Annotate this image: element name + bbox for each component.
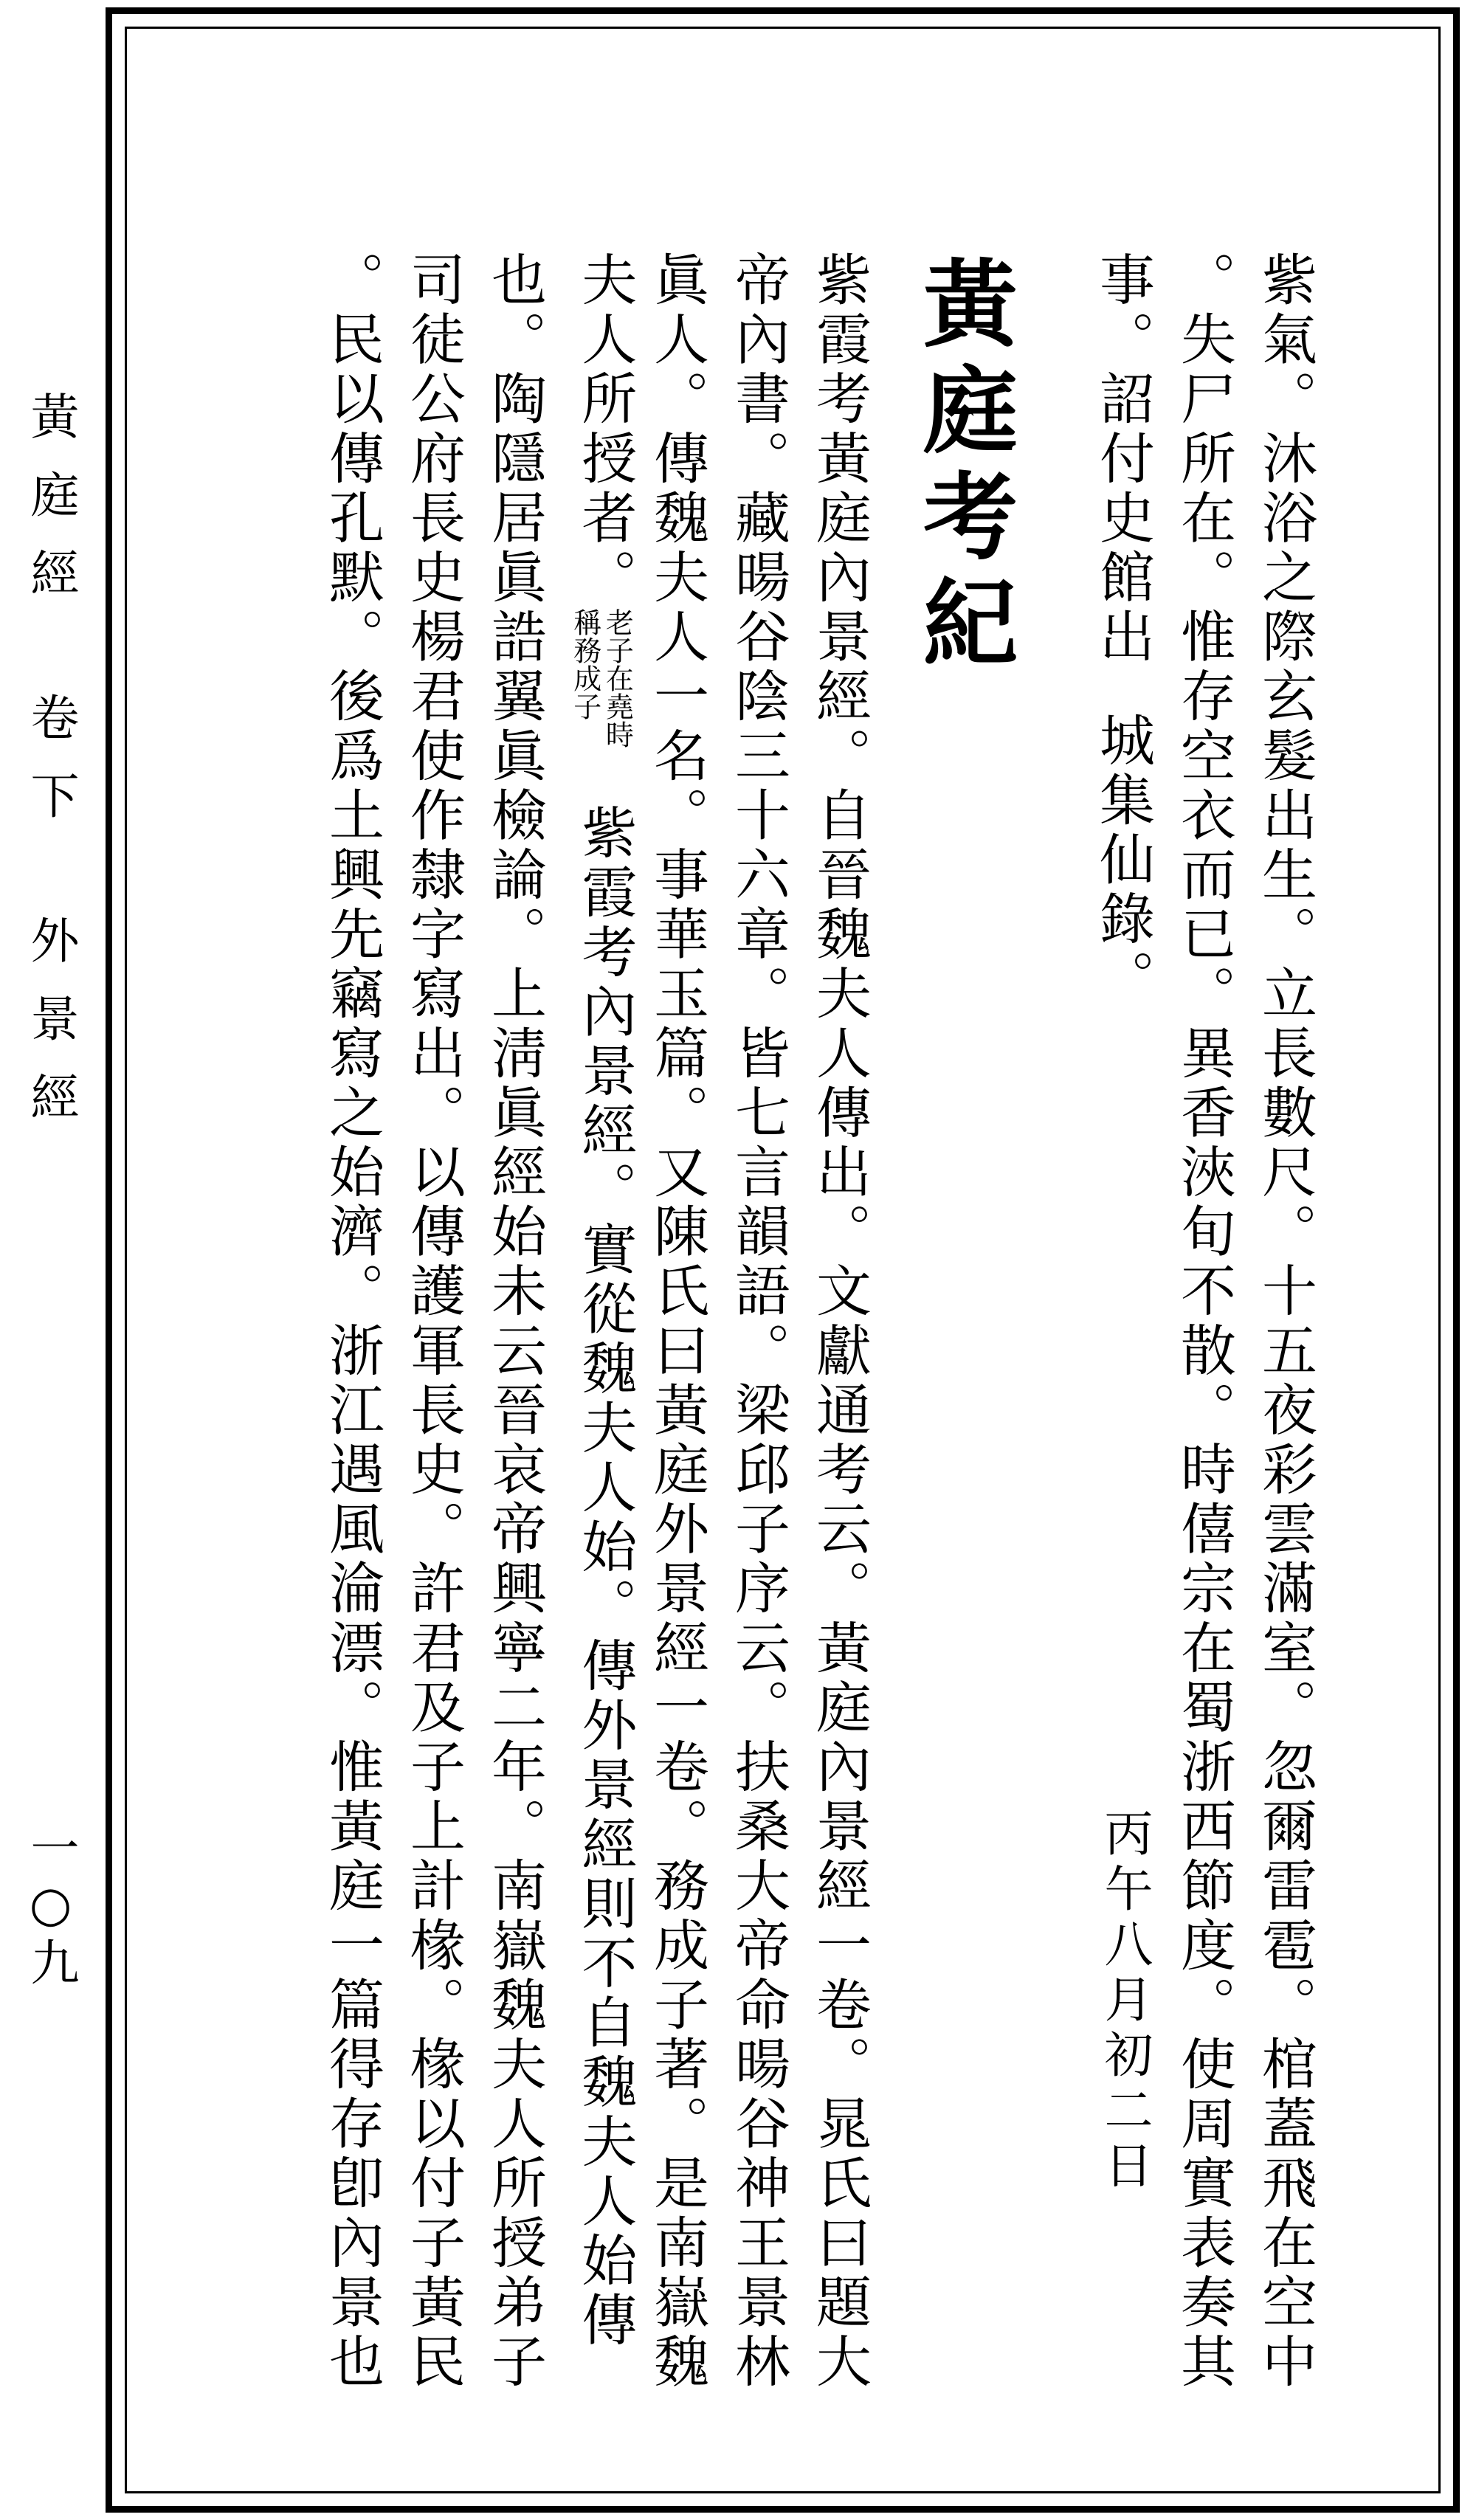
text-column-3-a: 事。詔付史館出	[1091, 251, 1156, 668]
text-column-2: 。失尸所在。惟存空衣而已。異香浹旬不散。時僖宗在蜀浙西節度。使周實表奏其	[1172, 251, 1237, 2392]
text-column-7-b: 紫霞考內景經。實從魏夫人始。傳外景經則不自魏夫人始傳	[573, 804, 638, 2351]
text-column-8: 也。陶隱居眞誥翼眞檢論。上淸眞經始未云晉哀帝興寧二年。南嶽魏夫人所授弟子	[483, 251, 548, 2392]
text-column-1: 紫氣。沐浴之際玄髮出生。立長數尺。十五夜彩雲滿室。忽爾雷雹。棺蓋飛在空中	[1253, 251, 1318, 2392]
margin-running-title	[22, 391, 79, 1150]
note-line-1: 老子在堯時	[601, 607, 634, 748]
note-line-2: 稱務成子	[568, 607, 601, 720]
text-column-3-b: 城集仙錄。	[1091, 711, 1156, 1009]
section-label: 外景經	[22, 915, 79, 1150]
book-title: 黃庭經	[22, 391, 79, 626]
text-column-4: 紫霞考黃庭內景經。自晉魏夫人傳出。文獻通考云。黃庭內景經一卷。晁氏曰題大	[807, 251, 872, 2392]
text-column-7-a: 夫人所授者。	[573, 251, 638, 608]
interlinear-note	[568, 608, 632, 804]
text-column-5: 帝內書。藏暘谷陰三十六章。皆七言韻語。梁邱子序云。扶桑大帝命暘谷神王景林	[726, 251, 791, 2392]
text-column-7	[568, 251, 638, 2351]
volume-label: 卷下	[22, 692, 79, 849]
text-column-3	[1091, 251, 1156, 1009]
text-column-10: 。民以傳孔默。後爲土興先竊寫之始濟。浙江遇風淪漂。惟黃庭一篇得存卽內景也	[320, 251, 385, 2392]
section-title: 黃庭考紀	[907, 255, 1018, 680]
page-number: 一○九	[22, 1823, 79, 1990]
text-column-9: 司徒公府長史楊君使作隸字寫出。以傳護軍長史。許君及子上計椽。椽以付子黃民	[401, 251, 466, 2392]
date-line: 丙午八月初二日	[1096, 1808, 1153, 2195]
text-column-6: 眞人。傳魏夫人一名。事華玉篇。又陳氏曰黃庭外景經一卷。務成子著。是南嶽魏	[645, 251, 710, 2392]
